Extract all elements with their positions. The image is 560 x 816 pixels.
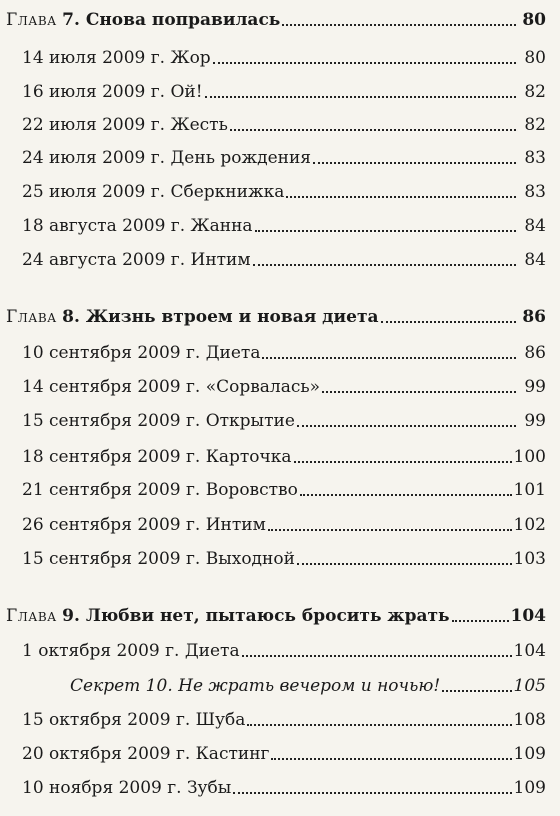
page-number: 80	[522, 10, 546, 30]
page-number: 99	[524, 411, 546, 431]
dot-leader	[242, 654, 512, 657]
page-number: 82	[524, 82, 546, 102]
toc-entry-row	[0, 146, 560, 170]
toc-chapter-row	[0, 8, 560, 32]
toc-chapter-row	[0, 305, 560, 329]
page-number: 100	[513, 447, 546, 467]
dot-leader	[230, 128, 516, 131]
page-number: 109	[513, 744, 546, 764]
toc-entry-row	[0, 445, 560, 469]
dot-leader	[253, 263, 516, 266]
toc-label: 24 июля 2009 г. День рождения	[22, 148, 312, 168]
toc-label: 18 августа 2009 г. Жанна	[22, 216, 253, 236]
dot-leader	[282, 23, 516, 26]
toc-label: 15 сентября 2009 г. Выходной	[22, 549, 295, 569]
toc-label: 10 сентября 2009 г. Диета	[22, 343, 261, 363]
dot-leader	[271, 757, 511, 760]
page-number: 86	[522, 307, 546, 327]
dot-leader	[286, 195, 516, 198]
toc-entry-row	[0, 409, 560, 433]
toc-label: 21 сентября 2009 г. Воровство	[22, 480, 298, 500]
toc-label	[6, 305, 379, 329]
page-number: 82	[524, 115, 546, 135]
toc-secret-row	[0, 674, 560, 698]
page-number: 101	[513, 480, 546, 500]
dot-leader	[213, 61, 516, 64]
dot-leader	[297, 424, 516, 427]
page-number: 102	[513, 515, 546, 535]
toc-label: Секрет 10. Не жрать вечером и ночью!	[70, 676, 441, 696]
toc-label	[6, 604, 450, 628]
toc-label: 14 июля 2009 г. Жор	[22, 48, 211, 68]
toc-entry-row	[0, 708, 560, 732]
toc-label: 20 октября 2009 г. Кастинг	[22, 744, 270, 764]
dot-leader	[255, 229, 516, 232]
toc-entry-row	[0, 478, 560, 502]
toc-entry-row	[0, 513, 560, 537]
page-number: 84	[524, 250, 546, 270]
chapter-prefix: Глава	[6, 307, 57, 327]
dot-leader	[322, 390, 516, 393]
toc-entry-row	[0, 341, 560, 365]
chapter-prefix: Глава	[6, 606, 57, 626]
chapter-prefix: Глава	[6, 10, 57, 30]
chapter-title: 8. Жизнь втроем и новая диета	[62, 307, 379, 327]
toc-entry-row	[0, 375, 560, 399]
toc-entry-row	[0, 639, 560, 663]
toc-entry-row	[0, 113, 560, 137]
toc-entry-row	[0, 776, 560, 800]
page-number: 109	[513, 778, 546, 798]
toc-label: 18 сентября 2009 г. Карточка	[22, 447, 292, 467]
dot-leader	[313, 161, 516, 164]
page-number: 104	[513, 641, 546, 661]
toc-label: 25 июля 2009 г. Сберкнижка	[22, 182, 285, 202]
toc-label: 14 сентября 2009 г. «Сорвалась»	[22, 377, 321, 397]
toc-label: 22 июля 2009 г. Жесть	[22, 115, 228, 135]
dot-leader	[247, 723, 511, 726]
toc-label: 16 июля 2009 г. Ой!	[22, 82, 203, 102]
dot-leader	[268, 528, 512, 531]
toc-entry-row	[0, 742, 560, 766]
chapter-title: 7. Снова поправилась	[62, 10, 281, 30]
toc-label: 1 октября 2009 г. Диета	[22, 641, 240, 661]
page-number: 83	[524, 148, 546, 168]
page-number: 83	[524, 182, 546, 202]
toc-label: 26 сентября 2009 г. Интим	[22, 515, 266, 535]
page-number: 99	[524, 377, 546, 397]
page-number: 103	[513, 549, 546, 569]
page-number: 105	[513, 676, 546, 696]
dot-leader	[297, 562, 512, 565]
toc-label: 15 сентября 2009 г. Открытие	[22, 411, 295, 431]
dot-leader	[233, 791, 511, 794]
dot-leader	[262, 356, 516, 359]
page-number: 84	[524, 216, 546, 236]
dot-leader	[452, 619, 509, 622]
chapter-title: 9. Любви нет, пытаюсь бросить жрать	[62, 606, 450, 626]
toc-label: 10 ноября 2009 г. Зубы	[22, 778, 232, 798]
toc-chapter-row	[0, 604, 560, 628]
toc-entry-row	[0, 214, 560, 238]
dot-leader	[381, 320, 517, 323]
toc-entry-row	[0, 180, 560, 204]
dot-leader	[294, 460, 512, 463]
toc-label	[6, 8, 280, 32]
dot-leader	[300, 493, 512, 496]
dot-leader	[205, 95, 516, 98]
toc-entry-row	[0, 46, 560, 70]
toc-label: 24 августа 2009 г. Интим	[22, 250, 251, 270]
page-number: 108	[513, 710, 546, 730]
page-number: 86	[524, 343, 546, 363]
toc-entry-row	[0, 80, 560, 104]
toc-entry-row	[0, 248, 560, 272]
page-number: 80	[524, 48, 546, 68]
toc-entry-row	[0, 547, 560, 571]
dot-leader	[442, 689, 511, 692]
toc-label: 15 октября 2009 г. Шуба	[22, 710, 246, 730]
page-number: 104	[510, 606, 546, 626]
